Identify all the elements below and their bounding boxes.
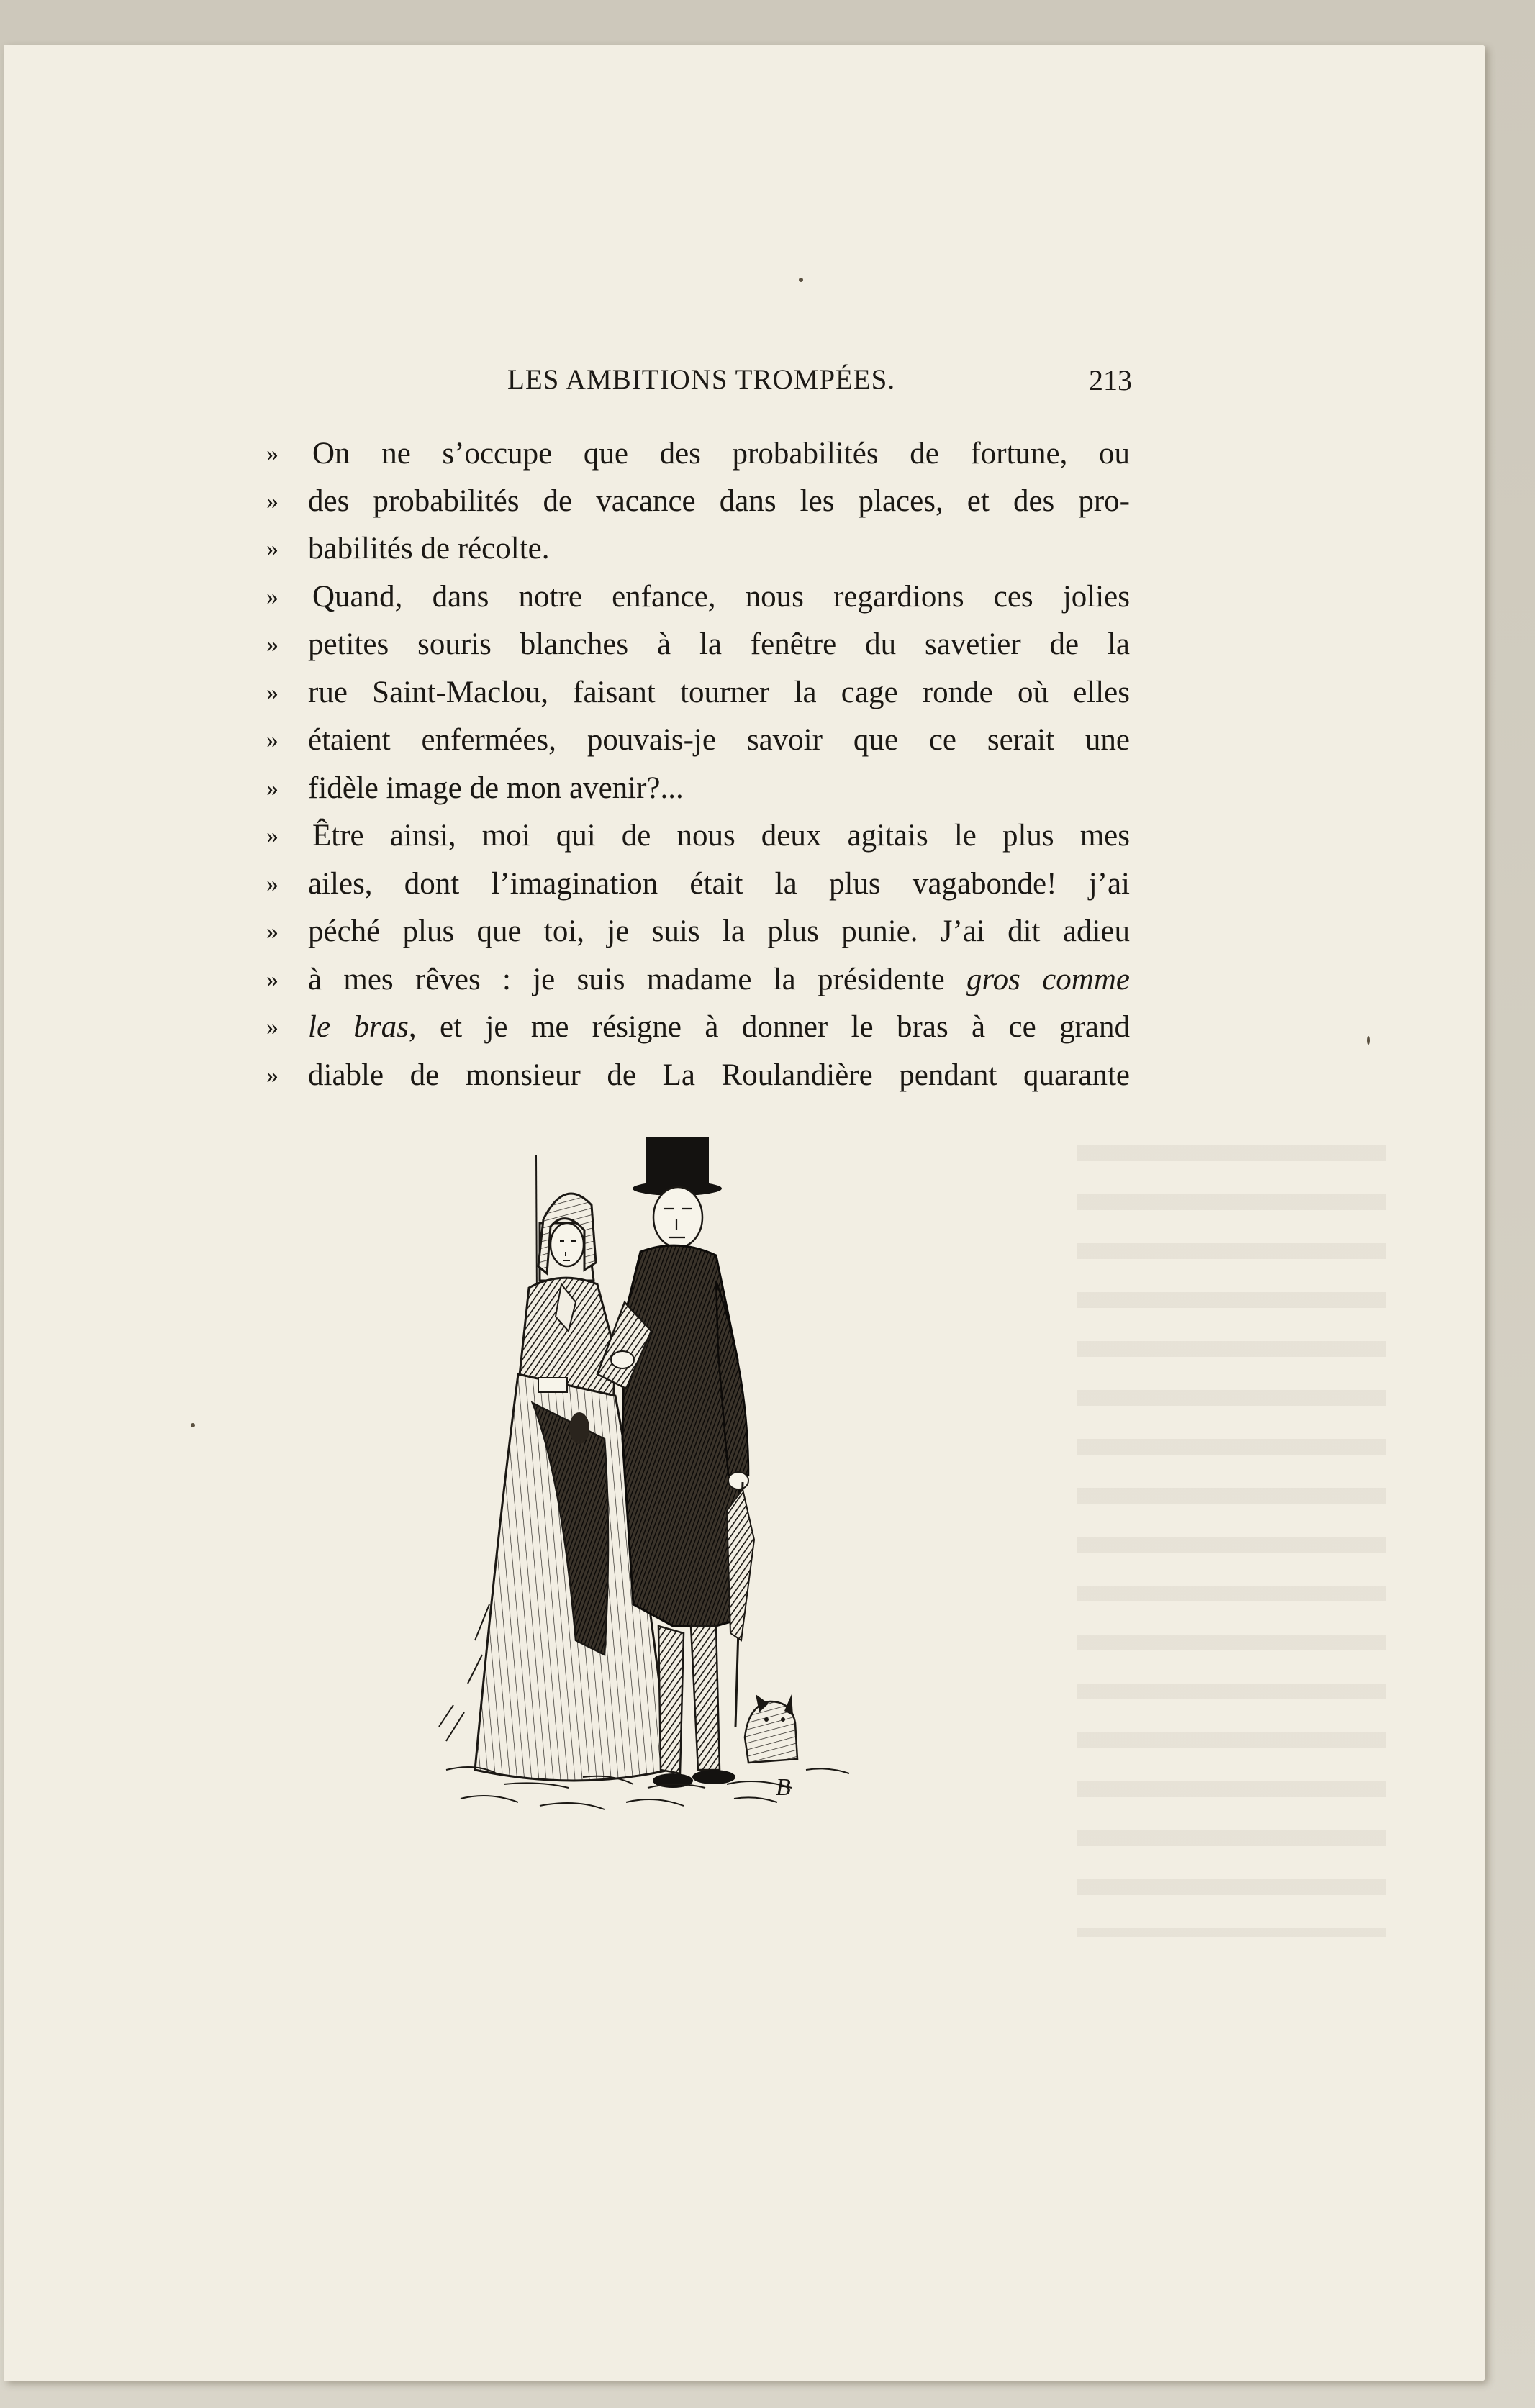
- line-text: étaient enfermées, pouvais-je savoir que ce serait une: [308, 723, 1130, 757]
- quote-mark: »: [266, 966, 279, 993]
- text-line: [266, 860, 1130, 908]
- text-line: [266, 812, 1130, 860]
- text-line: [266, 430, 1130, 478]
- line-text-roman: à mes rêves : je suis madame la présidente: [308, 963, 967, 996]
- quote-mark: »: [266, 488, 279, 514]
- page-number: 213: [1089, 364, 1132, 396]
- text-line: [266, 765, 1130, 812]
- line-text: ailes, dont l’imagination était la plus vagabonde! j’ai: [308, 867, 1130, 901]
- line-text: Quand, dans notre enfance, nous regardions ces jolies: [312, 580, 1130, 614]
- running-title: LES AMBITIONS TROMPÉES.: [507, 364, 896, 395]
- quote-mark: »: [266, 871, 279, 897]
- text-line: [266, 525, 1130, 573]
- show-through-text: [1077, 1145, 1386, 1937]
- line-text: babilités de récolte.: [308, 532, 550, 565]
- line-text-italic: gros comme: [966, 963, 1130, 996]
- artist-signature: B: [776, 1774, 791, 1801]
- quote-mark: »: [266, 440, 279, 467]
- text-line: [266, 621, 1130, 668]
- paper-speck: [191, 1423, 195, 1427]
- paper-speck: [1367, 1036, 1370, 1045]
- text-line: [266, 717, 1130, 764]
- line-text: des probabilités de vacance dans les places, et des pro-: [308, 484, 1130, 518]
- quote-mark: »: [266, 1014, 279, 1040]
- line-text: rue Saint-Maclou, faisant tourner la cage ronde où elles: [308, 676, 1130, 709]
- line-text: fidèle image de mon avenir?...: [308, 771, 684, 805]
- line-text: [308, 1004, 1130, 1051]
- quote-mark: »: [266, 775, 279, 801]
- dog-figure: [745, 1694, 797, 1763]
- page-header: [507, 363, 1141, 406]
- quote-mark: »: [266, 535, 279, 562]
- text-line: [266, 1004, 1130, 1051]
- line-text: péché plus que toi, je suis la plus punie. J’ai dit adieu: [308, 914, 1130, 948]
- quote-mark: »: [266, 583, 279, 610]
- line-text-roman: , et je me résigne à donner le bras à ce grand: [408, 1010, 1130, 1044]
- line-text: Être ainsi, moi qui de nous deux agitais le plus mes: [312, 819, 1130, 853]
- text-line: [266, 573, 1130, 621]
- quote-mark: »: [266, 631, 279, 658]
- line-text: petites souris blanches à la fenêtre du savetier de la: [308, 627, 1130, 661]
- line-text: On ne s’occupe que des probabilités de fortune, ou: [312, 437, 1130, 471]
- text-line: [266, 1052, 1130, 1099]
- quote-mark: »: [266, 727, 279, 753]
- quote-mark: »: [266, 1062, 279, 1089]
- text-line: [266, 908, 1130, 955]
- line-text-italic: le bras: [308, 1010, 409, 1044]
- quote-mark: »: [266, 822, 279, 849]
- text-line: [266, 956, 1130, 1004]
- quote-mark: »: [266, 918, 279, 945]
- line-text: diable de monsieur de La Roulandière pendant quarante: [308, 1058, 1130, 1092]
- line-text: [308, 956, 1130, 1004]
- text-line: [266, 669, 1130, 717]
- engraving-couple-walking-icon: [432, 1137, 1008, 1892]
- text-line: [266, 478, 1130, 525]
- quote-mark: »: [266, 679, 279, 706]
- paper-speck: [799, 278, 803, 282]
